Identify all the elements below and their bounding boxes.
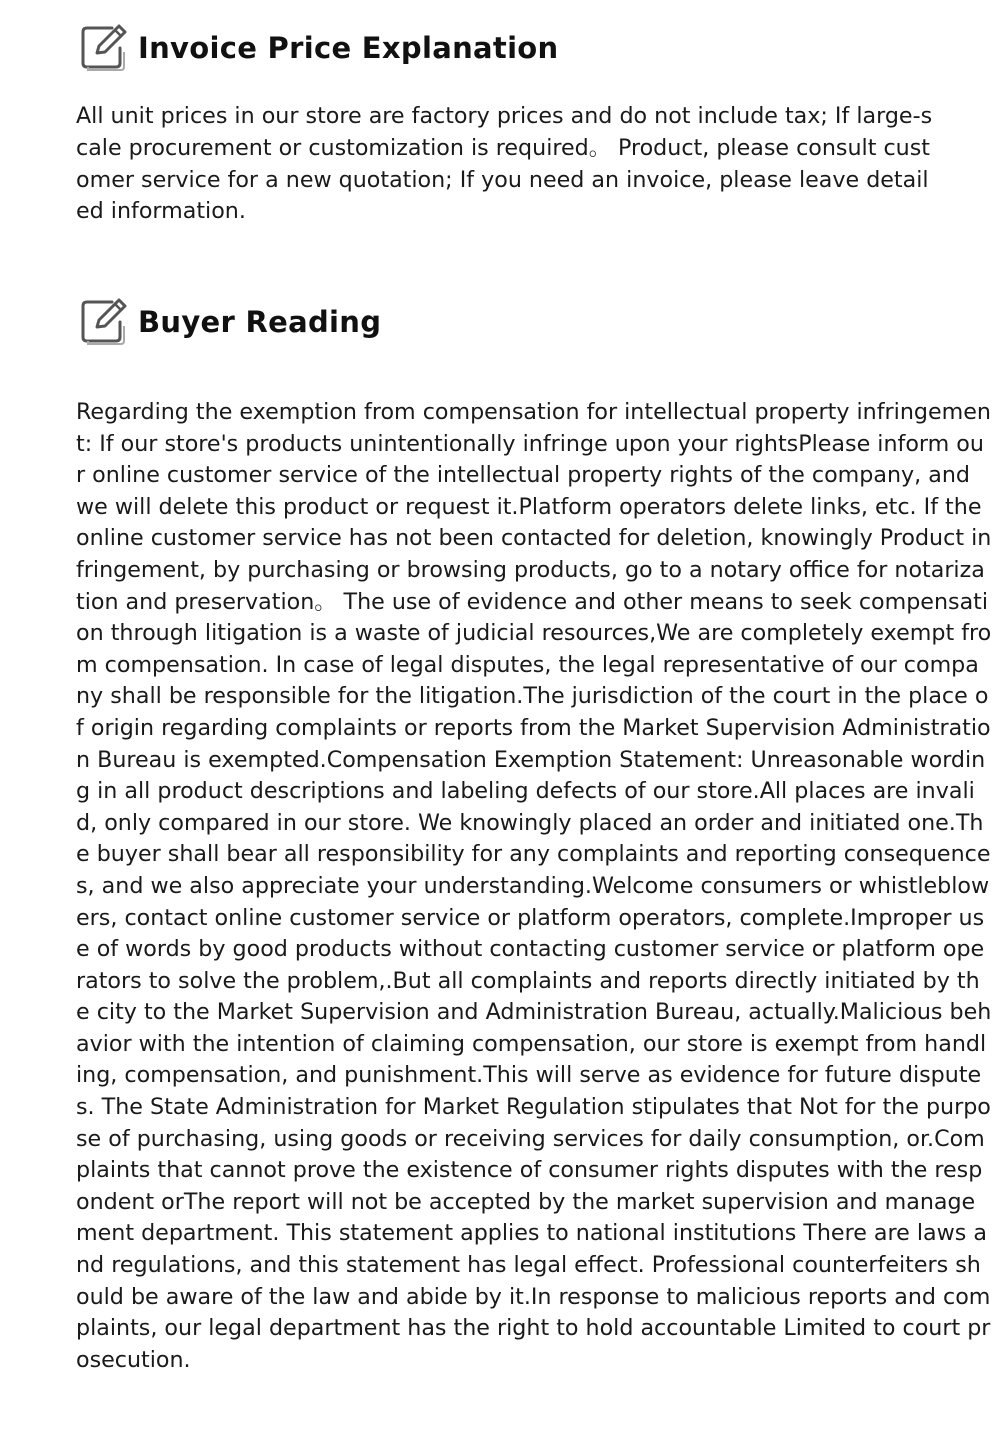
- buyer-section-title: Buyer Reading: [138, 304, 382, 339]
- buyer-section-header: [78, 296, 381, 348]
- edit-note-icon: [78, 22, 128, 74]
- invoice-section-header: [78, 22, 558, 74]
- invoice-section-title: Invoice Price Explanation: [138, 30, 559, 65]
- buyer-reading-text: Regarding the exemption from compensation for intellectual property infringement: If our store's products unintentionally infringe upon your rightsPlease inform our online customer service of the intellectual property rights of the company, and we will delete this product or request it.Platform operators delete links, etc. If the online customer service has not been contacted for deletion, knowingly Product infringement, by purchasing or browsing products, go to a notary office for notarization and preservation。 The use of evidence and other means to seek compensation through litigation is a waste of judicial resources,We are completely exempt from compensation. In case of legal disputes, the legal representative of our company shall be responsible for the litigation.The jurisdiction of the court in the place of origin regarding complaints or reports from the Market Supervision Administration Bureau is exempted.Compensation Exemption Statement: Unreasonable wording in all product descriptions and labeling defects of our store.All places are invalid, only compared in our store. We knowingly placed an order and initiated one.The buyer shall bear all responsibility for any complaints and reporting consequences, and we also appreciate your understanding.Welcome consumers or whistleblowers, contact online customer service or platform operators, complete.Improper use of words by good products without contacting customer service or platform operators to solve the problem,.But all complaints and reports directly initiated by the city to the Market Supervision and Administration Bureau, actually.Malicious behavior with the intention of claiming compensation, our store is exempt from handling, compensation, and punishment.This will serve as evidence for future disputes. The State Administration for Market Regulation stipulates that Not for the purpose of purchasing, using goods or receiving services for daily consumption, or.Complaints that cannot prove the existence of consumer rights disputes with the respondent orThe report will not be accepted by the market supervision and management department. This statement applies to national institutions There are laws and regulations, and this statement has legal effect. Professional counterfeiters should be aware of the law and abide by it.In response to malicious reports and complaints, our legal department has the right to hold accountable Limited to court prosecution.: [76, 399, 992, 1373]
- edit-note-icon: [78, 296, 128, 348]
- invoice-explanation-text: All unit prices in our store are factory prices and do not include tax; If large-scale procurement or customization is required。 Product, please consult customer service for a new quotation; If you need an invoice, please leave detailed information.: [76, 103, 933, 225]
